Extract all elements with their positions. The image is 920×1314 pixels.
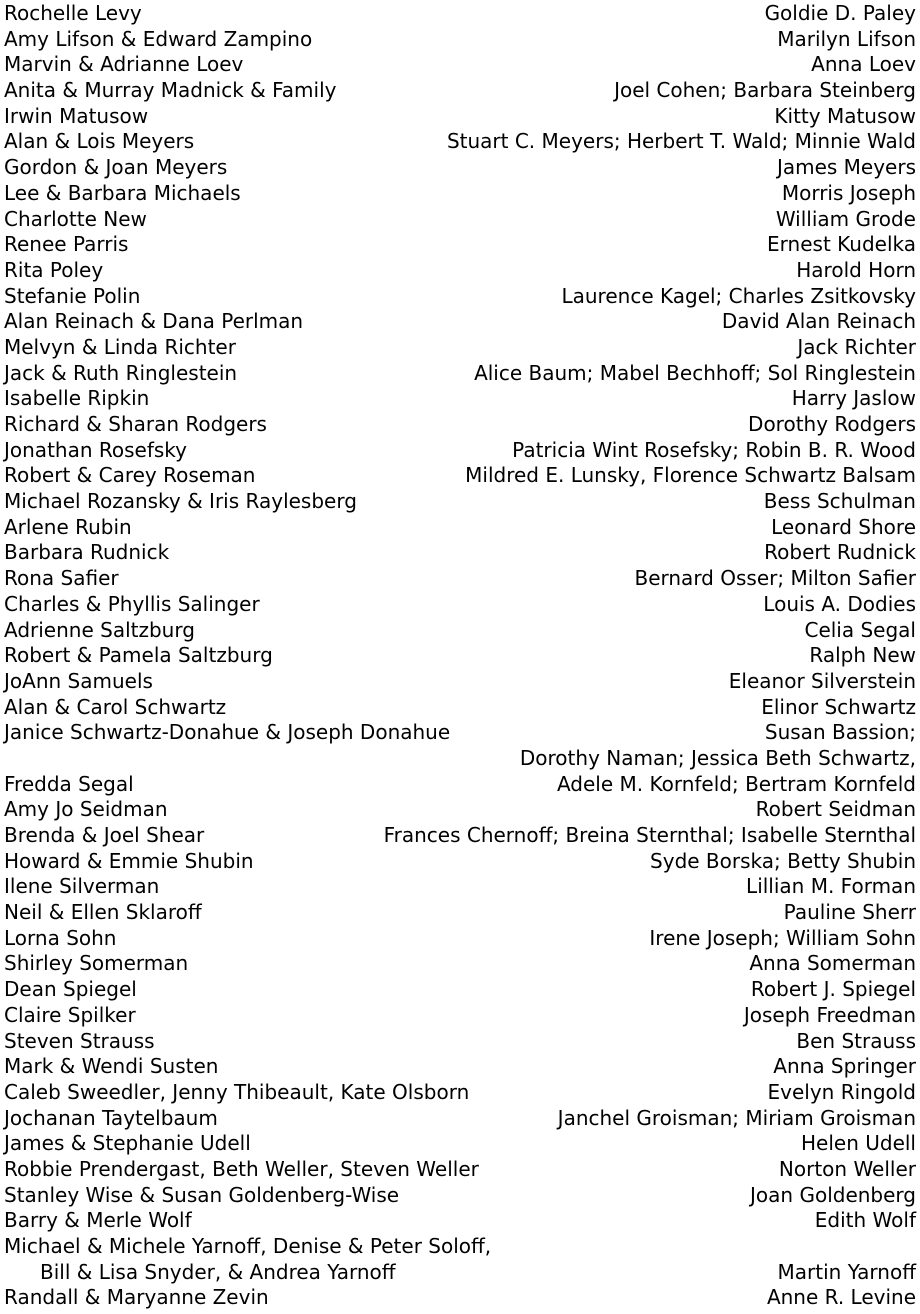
list-item: [4, 669, 916, 695]
donor-name: Lorna Sohn: [4, 925, 117, 950]
donor-name: Alan & Lois Meyers: [4, 129, 195, 154]
list-item: [4, 618, 916, 644]
list-item: [4, 566, 916, 592]
list-item: [4, 1054, 916, 1080]
honoree-name: Jack Richter: [797, 334, 916, 359]
honoree-name: Harold Horn: [796, 257, 916, 282]
honoree-name: Anna Springer: [773, 1054, 916, 1079]
donor-name: Adrienne Saltzburg: [4, 617, 195, 642]
list-item: [4, 284, 916, 310]
donor-name: Rochelle Levy: [4, 1, 142, 25]
list-item: [4, 1, 916, 27]
honoree-name: Goldie D. Paley: [764, 1, 916, 25]
donor-name: Melvyn & Linda Richter: [4, 334, 236, 359]
donor-name: Alan & Carol Schwartz: [4, 694, 227, 719]
donor-name: Robert & Carey Roseman: [4, 463, 256, 488]
honoree-name: Harry Jaslow: [791, 386, 916, 411]
donor-name: Stefanie Polin: [4, 283, 141, 308]
honoree-name: Mildred E. Lunsky, Florence Schwartz Balsam: [465, 463, 916, 488]
donor-name: Arlene Rubin: [4, 514, 132, 539]
donor-name: Amy Lifson & Edward Zampino: [4, 26, 313, 51]
donor-name: Robbie Prendergast, Beth Weller, Steven Weller: [4, 1156, 479, 1181]
donor-name: Caleb Sweedler, Jenny Thibeault, Kate Olsborn: [4, 1079, 470, 1104]
list-item: [4, 540, 916, 566]
list-item: [4, 386, 916, 412]
donor-name: Stanley Wise & Susan Goldenberg-Wise: [4, 1182, 400, 1207]
honoree-name: Robert Rudnick: [764, 540, 916, 565]
list-item: [4, 592, 916, 618]
honoree-name: Kitty Matusow: [774, 103, 916, 128]
honoree-name: Dorothy Rodgers: [748, 412, 916, 436]
honoree-name: Joseph Freedman: [743, 1002, 916, 1027]
list-item: [4, 977, 916, 1003]
list-item: [4, 78, 916, 104]
donor-name: Howard & Emmie Shubin: [4, 848, 254, 873]
donor-name: Dean Spiegel: [4, 977, 137, 1002]
honoree-name: Marilyn Lifson: [777, 26, 916, 51]
donor-name: JoAnn Samuels: [4, 668, 153, 693]
list-item: [4, 258, 916, 284]
honoree-name: Ralph New: [809, 643, 916, 668]
list-item: [4, 823, 916, 849]
donor-name: Janice Schwartz-Donahue & Joseph Donahue: [4, 720, 451, 745]
honoree-name: Celia Segal: [804, 617, 916, 642]
honoree-name: Robert Seidman: [755, 797, 916, 822]
donor-name: Isabelle Ripkin: [4, 386, 150, 411]
donor-name: Renee Parris: [4, 232, 129, 257]
list-item: [4, 438, 916, 464]
list-item: [4, 412, 916, 438]
donor-name: Ilene Silverman: [4, 874, 160, 899]
honoree-name: Lillian M. Forman: [746, 874, 916, 899]
donor-name: Mark & Wendi Susten: [4, 1054, 219, 1079]
list-item: [4, 1106, 916, 1132]
honoree-name: Susan Bassion;: [764, 720, 916, 745]
honoree-name: Janchel Groisman; Miriam Groisman: [557, 1105, 916, 1130]
donor-name: Rona Safier: [4, 566, 119, 591]
list-item: [4, 695, 916, 721]
donor-name: Randall & Maryanne Zevin: [4, 1285, 269, 1310]
honoree-name: David Alan Reinach: [721, 309, 916, 334]
list-item: [4, 155, 916, 181]
donor-name: Shirley Somerman: [4, 951, 189, 976]
donor-name: Barry & Merle Wolf: [4, 1208, 192, 1233]
list-item: [4, 1260, 916, 1286]
donor-name: James & Stephanie Udell: [4, 1131, 251, 1156]
donor-name: Steven Strauss: [4, 1028, 155, 1053]
list-item: [4, 232, 916, 258]
donor-name: Rita Poley: [4, 257, 104, 282]
donor-name: Neil & Ellen Sklaroff: [4, 900, 202, 925]
honoree-name: Frances Chernoff; Breina Sternthal; Isabelle Sternthal: [383, 823, 916, 847]
donor-name: Brenda & Joel Shear: [4, 823, 205, 847]
list-item: [4, 720, 916, 746]
donor-name: Michael Rozansky & Iris Raylesberg: [4, 489, 357, 514]
honoree-name: Robert J. Spiegel: [750, 977, 916, 1002]
donor-list: [4, 1, 916, 1311]
list-item: [4, 27, 916, 53]
list-item: [4, 746, 916, 772]
honoree-name: Pauline Sherr: [783, 900, 916, 925]
donor-name: Gordon & Joan Meyers: [4, 155, 228, 180]
honoree-name: Norton Weller: [778, 1156, 916, 1181]
list-item: [4, 926, 916, 952]
donor-name: Amy Jo Seidman: [4, 797, 168, 822]
list-item: [4, 797, 916, 823]
list-item: [4, 1234, 916, 1260]
honoree-name: Edith Wolf: [814, 1208, 916, 1233]
list-item: [4, 951, 916, 977]
honoree-name: Laurence Kagel; Charles Zsitkovsky: [561, 283, 916, 308]
honoree-name: Helen Udell: [801, 1131, 916, 1156]
honoree-name: Alice Baum; Mabel Bechhoff; Sol Ringlestein: [474, 360, 916, 385]
donor-name: Barbara Rudnick: [4, 540, 170, 565]
honoree-name: Evelyn Ringold: [767, 1079, 916, 1104]
list-item: [4, 1003, 916, 1029]
honoree-name: Anne R. Levine: [766, 1285, 916, 1310]
honoree-name: Anna Somerman: [749, 951, 916, 976]
honoree-name: Eleanor Silverstein: [728, 668, 916, 693]
donor-name: Robert & Pamela Saltzburg: [4, 643, 273, 668]
list-item: [4, 335, 916, 361]
list-item: [4, 874, 916, 900]
donor-name: Claire Spilker: [4, 1002, 136, 1027]
honoree-name: Syde Borska; Betty Shubin: [650, 848, 916, 873]
donor-name: Fredda Segal: [4, 771, 134, 796]
honoree-name: James Meyers: [776, 155, 916, 180]
donor-name: Lee & Barbara Michaels: [4, 180, 241, 205]
honoree-name: Bess Schulman: [763, 489, 916, 514]
honoree-name: Ben Strauss: [796, 1028, 916, 1053]
donor-name: Richard & Sharan Rodgers: [4, 412, 267, 436]
honoree-name: Stuart C. Meyers; Herbert T. Wald; Minnie Wald: [446, 129, 916, 154]
honoree-name: Irene Joseph; William Sohn: [649, 925, 916, 950]
honoree-name: Ernest Kudelka: [767, 232, 916, 257]
list-item: [4, 1157, 916, 1183]
list-item: [4, 1183, 916, 1209]
list-item: [4, 52, 916, 78]
honoree-name: Adele M. Kornfeld; Bertram Kornfeld: [556, 771, 916, 796]
list-item: [4, 1208, 916, 1234]
donor-name: Irwin Matusow: [4, 103, 149, 128]
honoree-name: Patricia Wint Rosefsky; Robin B. R. Wood: [512, 437, 916, 462]
donor-name: Jack & Ruth Ringlestein: [4, 360, 238, 385]
list-item: [4, 1080, 916, 1106]
list-item: [4, 1285, 916, 1311]
honoree-name: Anna Loev: [811, 52, 916, 77]
honoree-name: Martin Yarnoff: [777, 1259, 916, 1284]
donor-name: Marvin & Adrianne Loev: [4, 52, 244, 77]
list-item: [4, 129, 916, 155]
donor-name: Jonathan Rosefsky: [4, 437, 187, 462]
list-item: [4, 463, 916, 489]
honoree-name: Joel Cohen; Barbara Steinberg: [614, 78, 916, 103]
list-item: [4, 361, 916, 387]
list-item: [4, 849, 916, 875]
donor-name: Anita & Murray Madnick & Family: [4, 78, 337, 103]
honoree-name: Joan Goldenberg: [750, 1182, 916, 1207]
donor-name: Alan Reinach & Dana Perlman: [4, 309, 304, 334]
donor-name: Charlotte New: [4, 206, 147, 231]
list-item: [4, 1131, 916, 1157]
donor-name: Michael & Michele Yarnoff, Denise & Peter Soloff,: [4, 1234, 492, 1258]
list-item: [4, 1029, 916, 1055]
honoree-name: Bernard Osser; Milton Safier: [634, 566, 916, 591]
honoree-name: William Grode: [775, 206, 916, 231]
honoree-name: Elinor Schwartz: [761, 694, 916, 719]
list-item: [4, 181, 916, 207]
honoree-name: Dorothy Naman; Jessica Beth Schwartz,: [519, 745, 916, 770]
list-item: [4, 104, 916, 130]
donor-name: Charles & Phyllis Salinger: [4, 591, 260, 616]
honoree-name: Leonard Shore: [771, 514, 916, 539]
list-item: [4, 900, 916, 926]
list-item: [4, 515, 916, 541]
list-item: [4, 489, 916, 515]
list-item: [4, 309, 916, 335]
honoree-name: Morris Joseph: [781, 180, 916, 205]
donor-name: Bill & Lisa Snyder, & Andrea Yarnoff: [40, 1259, 396, 1284]
honoree-name: Louis A. Dodies: [763, 591, 916, 616]
donor-name: Jochanan Taytelbaum: [4, 1105, 218, 1130]
list-item: [4, 643, 916, 669]
list-item: [4, 207, 916, 233]
list-item: [4, 772, 916, 798]
